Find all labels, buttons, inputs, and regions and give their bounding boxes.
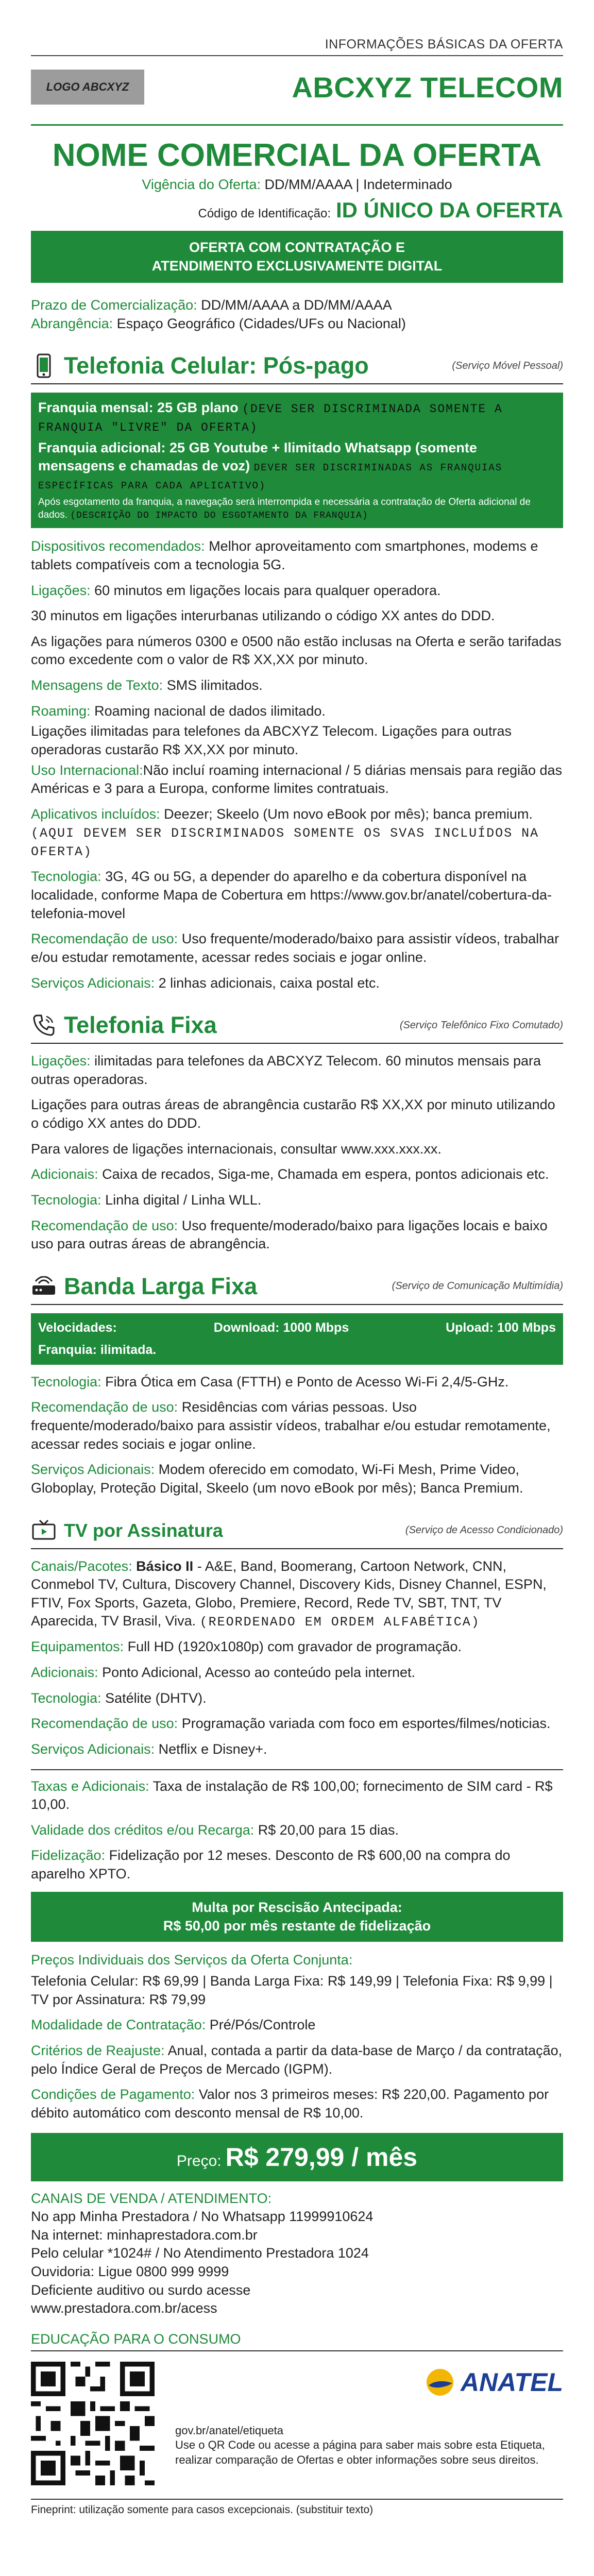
divider	[31, 55, 563, 56]
education-description: Use o QR Code ou acesse a página para saber mais sobre esta Etiqueta, realizar comparação de Ofertas e obter informações sobre seus direitos.	[175, 2438, 545, 2467]
channel-line: Ouvidoria: Ligue 0800 999 9999	[31, 2264, 229, 2280]
education-info	[175, 2362, 563, 2468]
field-value: Programação variada com foco em esportes/filmes/noticias.	[181, 1716, 551, 1732]
apps-note: (AQUI DEVEM SER DISCRIMINADOS SOMENTE OS SVAS INCLUÍDOS NA OFERTA)	[31, 826, 539, 860]
field-label: Equipamentos:	[31, 1639, 124, 1655]
field-value: Uso frequente/moderado/baixo para ligações locais e baixo uso para outras áreas de abrangência.	[31, 1217, 548, 1252]
field-label: Canais/Pacotes:	[31, 1558, 132, 1574]
section-header	[31, 1008, 563, 1044]
fineprint: Fineprint: utilização somente para casos excepcionais. (substituir texto)	[31, 2499, 563, 2516]
text-messages	[31, 676, 563, 695]
additional-features	[31, 1664, 563, 1682]
fees	[31, 1777, 563, 1814]
section-title: TV por Assinatura	[64, 1519, 223, 1541]
payment-conditions	[31, 2086, 563, 2122]
prazo-label: Prazo de Comercialização:	[31, 297, 197, 313]
phone-handset-icon	[31, 1012, 57, 1038]
usage-recommendation	[31, 1217, 563, 1253]
field-label: Ligações:	[31, 582, 91, 598]
franchise-monthly: Franquia mensal: 25 GB plano	[38, 400, 239, 416]
price-banner	[31, 2133, 563, 2181]
banner-line: OFERTA COM CONTRATAÇÃO E	[189, 240, 405, 255]
section-title: Telefonia Celular: Pós-pago	[64, 352, 369, 379]
section-landline	[31, 1008, 563, 1253]
field-label: Serviços Adicionais:	[31, 1741, 155, 1757]
field-label: Taxas e Adicionais:	[31, 1778, 149, 1794]
field-value: Linha digital / Linha WLL.	[105, 1192, 262, 1208]
channels-title: CANAIS DE VENDA / ATENDIMENTO:	[31, 2190, 272, 2206]
field-value: Fibra Ótica em Casa (FTTH) e Ponto de Acesso Wi-Fi 2,4/5-GHz.	[105, 1374, 509, 1389]
technology	[31, 1373, 563, 1392]
field-value: R$ 20,00 para 15 dias.	[258, 1822, 399, 1838]
top-caption: INFORMAÇÕES BÁSICAS DA OFERTA	[325, 37, 563, 52]
field-label: Dispositivos recomendados:	[31, 538, 205, 554]
field-value: Fidelização por 12 meses. Desconto de R$ 600,00 na compra do aparelho XPTO.	[31, 1848, 511, 1882]
usage-recommendation	[31, 1398, 563, 1453]
channel-line: Na internet: minhaprestadora.com.br	[31, 2227, 258, 2243]
anatel-emblem-icon	[425, 2367, 455, 2398]
identifier-label: Código de Identificação:	[198, 207, 331, 221]
section-mobile	[31, 348, 563, 992]
field-label: Tecnologia:	[31, 1192, 101, 1208]
field-label: Serviços Adicionais:	[31, 975, 155, 991]
channel-line: Pelo celular *1024# / No Atendimento Prestadora 1024	[31, 2245, 369, 2261]
field-label: Tecnologia:	[31, 1374, 101, 1389]
data-franchise: Franquia: ilimitada.	[38, 1342, 157, 1357]
offer-title: NOME COMERCIAL DA OFERTA	[31, 124, 563, 174]
individual-prices-title: Preços Individuais dos Serviços da Oferta Conjunta:	[31, 1952, 353, 1968]
consumer-education	[31, 2362, 563, 2485]
field-value: 2 linhas adicionais, caixa postal etc.	[158, 975, 380, 991]
franchise-monthly-note: (DEVE SER DISCRIMINADA SOMENTE A FRANQUIA "LIVRE" DA OFERTA)	[38, 402, 503, 435]
field-value: Anual, contada a partir da data-base de Março / da contratação, pelo Índice Geral de Preços de Mercado (IGPM).	[31, 2043, 563, 2077]
technology	[31, 1191, 563, 1210]
field-value: Satélite (DHTV).	[105, 1690, 207, 1706]
field-label: Recomendação de uso:	[31, 1217, 178, 1233]
banner-line: Multa por Rescisão Antecipada:	[192, 1899, 402, 1915]
calls	[31, 582, 563, 600]
individual-prices: Telefonia Celular: R$ 69,99 | Banda Larga Fixa: R$ 149,99 | Telefonia Fixa: R$ 9,99 | TV por Assinatura: R$ 79,99	[31, 1973, 553, 2007]
technology	[31, 1689, 563, 1708]
upload-speed: Upload: 100 Mbps	[446, 1320, 556, 1335]
adjustment-criteria	[31, 2042, 563, 2078]
section-title: Banda Larga Fixa	[64, 1273, 258, 1299]
field-label: Adicionais:	[31, 1166, 98, 1182]
field-label: Validade dos créditos e/ou Recarga:	[31, 1822, 254, 1838]
education-link[interactable]: gov.br/anatel/etiqueta	[175, 2424, 283, 2437]
field-label: Ligações:	[31, 1053, 91, 1069]
section-header	[31, 348, 563, 384]
international-calls: Para valores de ligações internacionais, consultar www.xxx.xxx.xx.	[31, 1141, 442, 1157]
service-type: (Serviço de Acesso Condicionado)	[405, 1524, 563, 1536]
section-header	[31, 1513, 563, 1549]
education-text	[175, 2424, 563, 2468]
speed-label: Velocidades:	[38, 1320, 117, 1335]
field-value: Ponto Adicional, Acesso ao conteúdo pela internet.	[102, 1665, 416, 1681]
divider	[31, 1769, 563, 1770]
anatel-wordmark: ANATEL	[460, 2367, 563, 2397]
additional-services	[31, 1740, 563, 1759]
equipment	[31, 1638, 563, 1656]
offer-validity	[0, 177, 594, 193]
banner-line: ATENDIMENTO EXCLUSIVAMENTE DIGITAL	[151, 258, 443, 274]
digital-banner	[31, 231, 563, 283]
channels	[31, 1557, 563, 1631]
usage-recommendation	[31, 1715, 563, 1733]
identifier-value: ID ÚNICO DA OFERTA	[336, 198, 563, 222]
included-apps	[31, 805, 563, 861]
early-termination-banner	[31, 1892, 563, 1942]
field-value: Roaming nacional de dados ilimitado.	[94, 703, 326, 719]
field-label: Critérios de Reajuste:	[31, 2043, 165, 2059]
mobile-phone-icon	[31, 353, 57, 379]
router-icon	[31, 1274, 57, 1299]
field-label: Uso Internacional:	[31, 762, 143, 778]
recommended-devices	[31, 537, 563, 574]
technology	[31, 868, 563, 923]
contract-modality	[31, 2016, 563, 2035]
company-logo: LOGO ABCXYZ	[31, 70, 144, 105]
field-value: Caixa de recados, Siga-me, Chamada em espera, pontos adicionais etc.	[102, 1166, 549, 1182]
field-label: Condições de Pagamento:	[31, 2087, 195, 2103]
calls	[31, 1052, 563, 1089]
loyalty	[31, 1846, 563, 1883]
field-value: SMS ilimitados.	[166, 677, 263, 693]
field-value: Deezer; Skeelo (Um novo eBook por mês); banca premium.	[164, 806, 533, 822]
field-value: Uso frequente/moderado/baixo para assistir vídeos, trabalhar e/ou estudar remotamente, acessar redes sociais e jogar online.	[31, 931, 559, 965]
field-value: Pré/Pós/Controle	[209, 2017, 316, 2033]
additional-services	[31, 974, 563, 993]
franchise-exhaustion-note: (DESCRIÇÃO DO IMPACTO DO ESGOTAMENTO DA FRANQUIA)	[70, 510, 368, 521]
section-header	[31, 1269, 563, 1305]
field-label: Fidelização:	[31, 1848, 106, 1863]
prazo-value: DD/MM/AAAA a DD/MM/AAAA	[201, 297, 392, 313]
validity-label: Vigência do Oferta:	[142, 177, 261, 192]
service-type: (Serviço Telefônico Fixo Comutado)	[399, 1019, 563, 1031]
speed-box	[31, 1313, 563, 1365]
abrangencia-label: Abrangência:	[31, 315, 113, 331]
service-type: (Serviço de Comunicação Multimídia)	[392, 1280, 563, 1292]
channel-line: No app Minha Prestadora / No Whatsapp 11999910624	[31, 2209, 374, 2225]
field-value: Melhor aproveitamento com smartphones, modems e tablets compatíveis com a tecnologia 5G.	[31, 538, 538, 572]
field-value: Netflix e Disney+.	[158, 1741, 267, 1757]
field-label: Tecnologia:	[31, 869, 101, 885]
brand-row	[31, 66, 563, 108]
field-label: Tecnologia:	[31, 1690, 101, 1706]
price-value: R$ 279,99 / mês	[225, 2142, 418, 2172]
channel-line: Deficiente auditivo ou surdo acesse	[31, 2282, 251, 2298]
field-value: ilimitadas para telefones da ABCXYZ Telecom. 60 minutos mensais para outras operadoras.	[31, 1053, 541, 1087]
price-label: Preço:	[176, 2152, 222, 2170]
international-use	[31, 761, 563, 798]
field-value: Residências com várias pessoas. Uso frequente/moderado/baixo para assistir vídeos, trabalhar e/ou estudar remotamente, acessar redes sociais e jogar online.	[31, 1399, 551, 1452]
credit-validity	[31, 1821, 563, 1840]
anatel-logo	[175, 2367, 563, 2398]
franchise-exhaustion: Após esgotamento da franquia, a navegação será interrompida e necessária a contratação de Oferta adicional de dados.	[38, 497, 531, 520]
field-value: - A&E, Band, Boomerang, Cartoon Network, CNN, Conmebol TV, Cultura, Discovery Channel, Discovery Kids, Disney Channel, ESPN, FTIV, Fox Sports, Gazeta, Globo, Premiere, Record, Rede TV, SBT, TNT, TV Aparecida, TV Brasil, Viva.	[31, 1558, 547, 1629]
package-name: Básico II	[136, 1558, 194, 1574]
field-label: Roaming:	[31, 703, 91, 719]
field-label: Serviços Adicionais:	[31, 1462, 155, 1478]
section-broadband	[31, 1269, 563, 1498]
validity-value: DD/MM/AAAA | Indeterminado	[264, 177, 452, 192]
field-label: Adicionais:	[31, 1665, 98, 1681]
field-value: Taxa de instalação de R$ 100,00; fornecimento de SIM card - R$ 10,00.	[31, 1778, 553, 1812]
roaming	[31, 702, 563, 721]
section-title: Telefonia Fixa	[64, 1012, 217, 1039]
field-label: Mensagens de Texto:	[31, 677, 163, 693]
usage-recommendation	[31, 930, 563, 967]
field-value: Não incluí roaming internacional / 5 diárias mensais para região das Américas e 3 para a Europa, conforme limites contratuais.	[31, 762, 563, 796]
commercialization-info	[31, 296, 563, 333]
field-value: Modem oferecido em comodato, Wi-Fi Mesh, Prime Video, Globoplay, Proteção Digital, Skeelo (um novo eBook por mês); Banca Premium.	[31, 1462, 523, 1496]
tv-icon	[31, 1518, 57, 1544]
field-label: Aplicativos incluídos:	[31, 806, 160, 822]
field-value: Full HD (1920x1080p) com gravador de programação.	[127, 1639, 462, 1655]
field-value: 3G, 4G ou 5G, a depender do aparelho e da cobertura disponível na localidade, conforme Mapa de Cobertura em https://www.gov.br/anatel/cobertura-da-telefonia-movel	[31, 869, 552, 921]
field-label: Modalidade de Contratação:	[31, 2017, 206, 2033]
calls-special-numbers: As ligações para números 0300 e 0500 não estão inclusas na Oferta e serão tarifadas como excedente com o valor de R$ XX,XX por minuto.	[31, 633, 562, 668]
calls-interurban: 30 minutos em ligações interurbanas utilizando o código XX antes do DDD.	[31, 608, 495, 624]
banner-line: R$ 50,00 por mês restante de fidelização	[163, 1918, 431, 1934]
offer-identifier	[31, 198, 563, 223]
channels-note: (REORDENADO EM ORDEM ALFABÉTICA)	[199, 1615, 480, 1630]
sales-channels	[31, 2190, 563, 2318]
channel-line: www.prestadora.com.br/acess	[31, 2300, 217, 2316]
download-speed: Download: 1000 Mbps	[213, 1320, 349, 1335]
franchise-additional: Franquia adicional: 25 GB Youtube + Ilimitado Whatsapp (somente mensagens e chamadas de voz)	[38, 439, 477, 473]
section-tv	[31, 1513, 563, 2516]
field-label: Recomendação de uso:	[31, 1716, 178, 1732]
franchise-additional-note: DEVER SER DISCRIMINADAS AS FRANQUIAS ESPECÍFICAS PARA CADA APLICATIVO)	[38, 462, 503, 492]
calls-unlimited: Ligações ilimitadas para telefones da ABCXYZ Telecom. Ligações para outras operadoras custarão R$ XX,XX por minuto.	[31, 723, 512, 757]
additional-features	[31, 1165, 563, 1184]
abrangencia-value: Espaço Geográfico (Cidades/UFs ou Nacional)	[116, 315, 406, 331]
additional-services	[31, 1461, 563, 1497]
field-value: 60 minutos em ligações locais para qualquer operadora.	[94, 582, 441, 598]
consumer-education-title: EDUCAÇÃO PARA O CONSUMO	[31, 2331, 563, 2351]
franchise-box	[31, 393, 563, 528]
field-value: Valor nos 3 primeiros meses: R$ 220,00. Pagamento por débito automático com desconto mensal de R$ 10,00.	[31, 2087, 549, 2121]
field-label: Recomendação de uso:	[31, 1399, 178, 1415]
calls-other-areas: Ligações para outras áreas de abrangência custarão R$ XX,XX por minuto utilizando o código XX antes do DDD.	[31, 1097, 555, 1131]
qr-code[interactable]	[31, 2362, 155, 2485]
company-name: ABCXYZ TELECOM	[292, 71, 563, 104]
field-label: Recomendação de uso:	[31, 931, 178, 947]
service-type: (Serviço Móvel Pessoal)	[452, 360, 563, 371]
